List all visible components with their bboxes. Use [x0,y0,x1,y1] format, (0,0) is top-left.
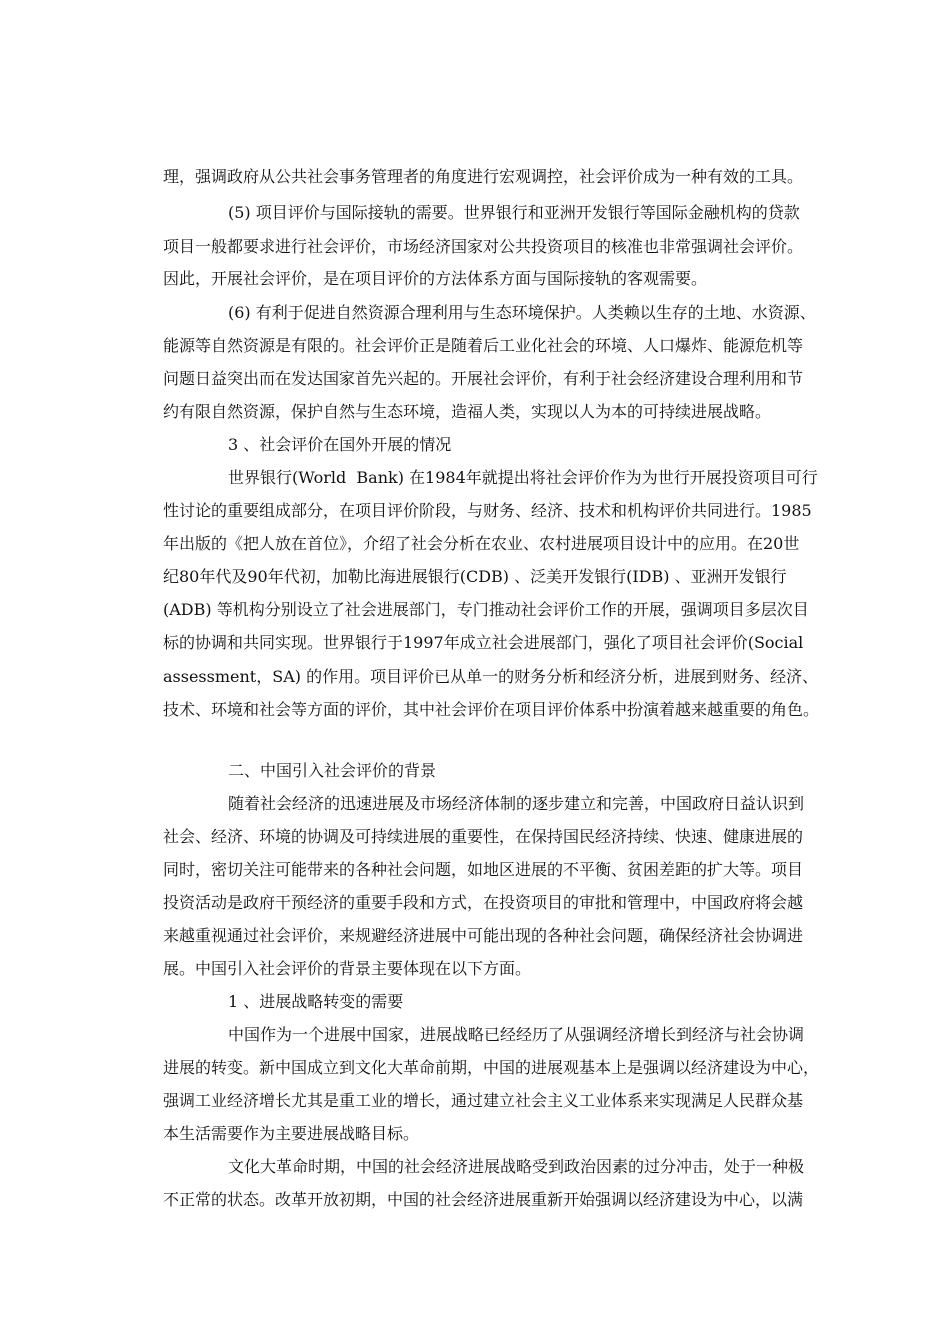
text-line: 社会、经济、环境的协调及可持续进展的重要性，在保持国民经济持续、快速、健康进展的 [163,827,804,846]
section-heading: 3 、社会评价在国外开展的情况 [228,435,452,454]
text-line: (ADB) 等机构分别设立了社会进展部门，专门推动社会评价工作的开展，强调项目多层次目 [163,600,809,619]
text-line: 同时，密切关注可能带来的各种社会问题，如地区进展的不平衡、贫困差距的扩大等。项目 [163,860,804,879]
text-line: 不正常的状态。改革开放初期，中国的社会经济进展重新开始强调以经济建设为中心，以满 [163,1190,804,1209]
section-heading: 二、中国引入社会评价的背景 [228,761,437,780]
text-line: 因此，开展社会评价，是在项目评价的方法体系方面与国际接轨的客观需要。 [163,269,708,288]
text-line: (6) 有利于促进自然资源合理利用与生态环境保护。人类赖以生存的土地、水资源、 [228,303,816,322]
text-line: (5) 项目评价与国际接轨的需要。世界银行和亚洲开发银行等国际金融机构的贷款 [228,203,800,222]
text-line: 年出版的《把人放在首位》，介绍了社会分析在农业、农村进展项目设计中的应用。在20世 [163,534,800,553]
text-line: 随着社会经济的迅速进展及市场经济体制的逐步建立和完善，中国政府日益认识到 [228,794,805,813]
text-line: 技术、环境和社会等方面的评价，其中社会评价在项目评价体系中扮演着越来越重要的角色。 [163,700,820,719]
text-line: 本生活需要作为主要进展战略目标。 [163,1124,420,1143]
section-heading: 1 、进展战略转变的需要 [228,992,404,1011]
text-line: 文化大革命时期，中国的社会经济进展战略受到政治因素的过分冲击，处于一种极 [228,1157,805,1176]
text-line: 中国作为一个进展中国家，进展战略已经经历了从强调经济增长到经济与社会协调 [228,1025,805,1044]
text-line: 性讨论的重要组成部分，在项目评价阶段，与财务、经济、技术和机构评价共同进行。1985 [163,501,812,520]
text-line: 进展的转变。新中国成立到文化大革命前期，中国的进展观基本上是强调以经济建设为中心， [163,1058,820,1077]
text-line: 标的协调和共同实现。世界银行于1997年成立社会进展部门，强化了项目社会评价(Social [163,633,804,652]
text-line: 展。中国引入社会评价的背景主要体现在以下方面。 [163,959,532,978]
text-line: 能源等自然资源是有限的。社会评价正是随着后工业化社会的环境、人口爆炸、能源危机等 [163,336,804,355]
text-line: 来越重视通过社会评价，来规避经济进展中可能出现的各种社会问题，确保经济社会协调进 [163,926,804,945]
text-line: 理，强调政府从公共社会事务管理者的角度进行宏观调控，社会评价成为一种有效的工具。 [163,167,804,186]
text-line: 强调工业经济增长尤其是重工业的增长，通过建立社会主义工业体系来实现满足人民群众基 [163,1091,804,1110]
text-line: assessment，SA) 的作用。项目评价已从单一的财务分析和经济分析，进展到财务、经济、 [163,667,819,686]
text-line: 问题日益突出而在发达国家首先兴起的。开展社会评价，有利于社会经济建设合理利用和节 [163,369,804,388]
text-line: 纪80年代及90年代初，加勒比海进展银行(CDB) 、泛美开发银行(IDB) 、亚洲开发银行 [163,567,787,586]
text-line: 世界银行(World Bank) 在1984年就提出将社会评价作为为世行开展投资项目可行 [228,468,818,487]
text-line: 投资活动是政府干预经济的重要手段和方式，在投资项目的审批和管理中，中国政府将会越 [163,893,804,912]
text-line: 约有限自然资源，保护自然与生态环境，造福人类，实现以人为本的可持续进展战略。 [163,402,772,421]
text-line: 项目一般都要求进行社会评价，市场经济国家对公共投资项目的核准也非常强调社会评价。 [163,237,804,256]
